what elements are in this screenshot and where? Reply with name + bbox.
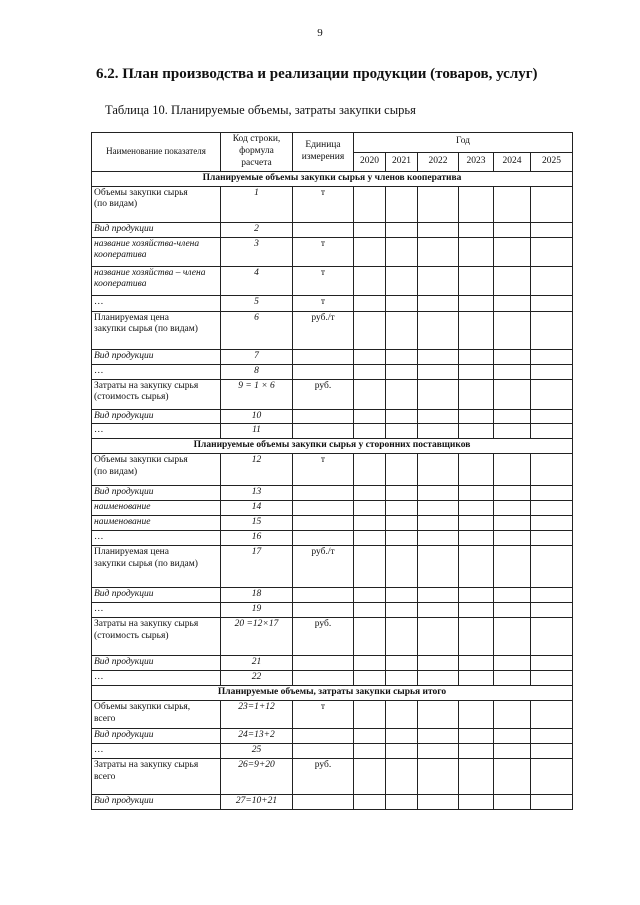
year-value-cell[interactable] — [459, 311, 494, 349]
year-value-cell[interactable] — [418, 501, 459, 516]
year-value-cell[interactable] — [494, 701, 531, 729]
row-indicator-name: название хозяйства – члена кооператива — [92, 266, 221, 295]
year-value-cell[interactable] — [459, 379, 494, 409]
row-code: 16 — [221, 531, 293, 546]
row-indicator-name: Затраты на закупку сырья всего — [92, 759, 221, 795]
year-value-cell[interactable] — [531, 671, 573, 686]
year-value-cell[interactable] — [494, 729, 531, 744]
year-value-cell[interactable] — [459, 454, 494, 486]
table-row — [92, 424, 573, 439]
row-unit: руб./т — [293, 546, 354, 588]
year-value-cell[interactable] — [459, 759, 494, 795]
row-indicator-name: Вид продукции — [92, 795, 221, 810]
table-row — [92, 409, 573, 424]
year-value-cell[interactable] — [418, 795, 459, 810]
year-value-cell[interactable] — [459, 222, 494, 237]
year-value-cell[interactable] — [354, 516, 386, 531]
row-indicator-name: название хозяйства-члена кооператива — [92, 237, 221, 266]
year-value-cell[interactable] — [386, 237, 418, 266]
section-title: Планируемые объемы закупки сырья у сторонних поставщиков — [92, 439, 573, 454]
year-value-cell[interactable] — [354, 379, 386, 409]
year-value-cell[interactable] — [531, 424, 573, 439]
year-value-cell[interactable] — [418, 603, 459, 618]
row-unit: т — [293, 454, 354, 486]
header-year: 2025 — [531, 152, 573, 171]
row-indicator-name: Объемы закупки сырья, всего — [92, 701, 221, 729]
year-value-cell[interactable] — [459, 501, 494, 516]
year-value-cell[interactable] — [459, 546, 494, 588]
page-number: 9 — [317, 27, 323, 39]
year-value-cell[interactable] — [386, 656, 418, 671]
year-value-cell[interactable] — [354, 603, 386, 618]
row-unit — [293, 409, 354, 424]
year-value-cell[interactable] — [494, 295, 531, 311]
row-unit — [293, 603, 354, 618]
year-value-cell[interactable] — [459, 516, 494, 531]
year-value-cell[interactable] — [354, 237, 386, 266]
row-unit: руб. — [293, 379, 354, 409]
year-value-cell[interactable] — [354, 618, 386, 656]
year-value-cell[interactable] — [386, 311, 418, 349]
table-row — [92, 618, 573, 656]
row-code: 23=1+12 — [221, 701, 293, 729]
row-unit: т — [293, 701, 354, 729]
year-value-cell[interactable] — [386, 701, 418, 729]
year-value-cell[interactable] — [418, 759, 459, 795]
row-indicator-name: Вид продукции — [92, 656, 221, 671]
year-value-cell[interactable] — [386, 349, 418, 364]
row-code: 27=10+21 — [221, 795, 293, 810]
year-value-cell[interactable] — [418, 531, 459, 546]
year-value-cell[interactable] — [386, 531, 418, 546]
year-value-cell[interactable] — [386, 364, 418, 379]
year-value-cell[interactable] — [531, 409, 573, 424]
row-code: 14 — [221, 501, 293, 516]
table-row — [92, 349, 573, 364]
header-year: 2024 — [494, 152, 531, 171]
row-indicator-name: Затраты на закупку сырья (стоимость сырья) — [92, 618, 221, 656]
header-year: 2022 — [418, 152, 459, 171]
year-value-cell[interactable] — [494, 795, 531, 810]
row-code: 25 — [221, 744, 293, 759]
table-row — [92, 295, 573, 311]
header-code: Код строки, формула расчета — [221, 133, 293, 172]
year-value-cell[interactable] — [418, 618, 459, 656]
year-value-cell[interactable] — [418, 186, 459, 222]
year-value-cell[interactable] — [459, 656, 494, 671]
year-value-cell[interactable] — [494, 603, 531, 618]
year-value-cell[interactable] — [386, 729, 418, 744]
year-value-cell[interactable] — [386, 618, 418, 656]
row-unit — [293, 501, 354, 516]
year-value-cell[interactable] — [354, 349, 386, 364]
year-value-cell[interactable] — [354, 795, 386, 810]
year-value-cell[interactable] — [459, 603, 494, 618]
year-value-cell[interactable] — [459, 364, 494, 379]
year-value-cell[interactable] — [354, 266, 386, 295]
year-value-cell[interactable] — [418, 656, 459, 671]
section-title: Планируемые объемы закупки сырья у членов кооператива — [92, 171, 573, 186]
row-indicator-name: … — [92, 531, 221, 546]
row-indicator-name: … — [92, 295, 221, 311]
row-unit: руб. — [293, 618, 354, 656]
year-value-cell[interactable] — [531, 618, 573, 656]
row-indicator-name: … — [92, 424, 221, 439]
year-value-cell[interactable] — [494, 759, 531, 795]
section-row — [92, 439, 573, 454]
year-value-cell[interactable] — [459, 795, 494, 810]
year-value-cell[interactable] — [354, 486, 386, 501]
year-value-cell[interactable] — [531, 588, 573, 603]
year-value-cell[interactable] — [386, 795, 418, 810]
year-value-cell[interactable] — [354, 729, 386, 744]
year-value-cell[interactable] — [531, 729, 573, 744]
year-value-cell[interactable] — [494, 744, 531, 759]
row-code: 18 — [221, 588, 293, 603]
row-code: 9 = 1 × 6 — [221, 379, 293, 409]
table-row — [92, 486, 573, 501]
row-indicator-name: … — [92, 364, 221, 379]
year-value-cell[interactable] — [531, 501, 573, 516]
year-value-cell[interactable] — [494, 501, 531, 516]
table-row — [92, 759, 573, 795]
year-value-cell[interactable] — [418, 349, 459, 364]
year-value-cell[interactable] — [494, 364, 531, 379]
row-indicator-name: Вид продукции — [92, 349, 221, 364]
year-value-cell[interactable] — [494, 222, 531, 237]
year-value-cell[interactable] — [418, 364, 459, 379]
row-unit: руб./т — [293, 311, 354, 349]
row-unit — [293, 729, 354, 744]
year-value-cell[interactable] — [531, 656, 573, 671]
section-title: Планируемые объемы, затраты закупки сырья итого — [92, 686, 573, 701]
year-value-cell[interactable] — [354, 222, 386, 237]
year-value-cell[interactable] — [531, 311, 573, 349]
table-row — [92, 186, 573, 222]
row-code: 12 — [221, 454, 293, 486]
year-value-cell[interactable] — [531, 701, 573, 729]
year-value-cell[interactable] — [354, 409, 386, 424]
year-value-cell[interactable] — [494, 379, 531, 409]
year-value-cell[interactable] — [459, 349, 494, 364]
year-value-cell[interactable] — [418, 701, 459, 729]
row-unit — [293, 222, 354, 237]
year-value-cell[interactable] — [386, 546, 418, 588]
year-value-cell[interactable] — [354, 186, 386, 222]
row-code: 11 — [221, 424, 293, 439]
year-value-cell[interactable] — [386, 516, 418, 531]
year-value-cell[interactable] — [494, 671, 531, 686]
row-code: 22 — [221, 671, 293, 686]
row-unit — [293, 516, 354, 531]
procurement-plan-table — [91, 132, 573, 810]
row-code: 20 =12×17 — [221, 618, 293, 656]
table-row — [92, 588, 573, 603]
year-value-cell[interactable] — [354, 531, 386, 546]
year-value-cell[interactable] — [494, 486, 531, 501]
header-year-group: Год — [354, 133, 573, 153]
row-indicator-name: наименование — [92, 501, 221, 516]
table-row — [92, 701, 573, 729]
year-value-cell[interactable] — [354, 295, 386, 311]
year-value-cell[interactable] — [418, 266, 459, 295]
year-value-cell[interactable] — [354, 546, 386, 588]
row-code: 3 — [221, 237, 293, 266]
year-value-cell[interactable] — [354, 364, 386, 379]
year-value-cell[interactable] — [531, 531, 573, 546]
year-value-cell[interactable] — [494, 409, 531, 424]
section-row — [92, 686, 573, 701]
year-value-cell[interactable] — [531, 266, 573, 295]
row-code: 2 — [221, 222, 293, 237]
year-value-cell[interactable] — [531, 744, 573, 759]
table-header — [92, 133, 573, 172]
year-value-cell[interactable] — [459, 424, 494, 439]
row-code: 15 — [221, 516, 293, 531]
year-value-cell[interactable] — [531, 186, 573, 222]
row-indicator-name: Затраты на закупку сырья (стоимость сырья) — [92, 379, 221, 409]
year-value-cell[interactable] — [386, 186, 418, 222]
row-indicator-name: … — [92, 744, 221, 759]
table-row — [92, 546, 573, 588]
header-year: 2023 — [459, 152, 494, 171]
year-value-cell[interactable] — [531, 295, 573, 311]
year-value-cell[interactable] — [386, 671, 418, 686]
year-value-cell[interactable] — [459, 237, 494, 266]
table-row — [92, 603, 573, 618]
table-row — [92, 729, 573, 744]
year-value-cell[interactable] — [494, 531, 531, 546]
year-value-cell[interactable] — [418, 424, 459, 439]
year-value-cell[interactable] — [386, 266, 418, 295]
year-value-cell[interactable] — [418, 729, 459, 744]
row-unit: руб. — [293, 759, 354, 795]
row-code: 26=9+20 — [221, 759, 293, 795]
row-indicator-name: Вид продукции — [92, 588, 221, 603]
row-unit — [293, 795, 354, 810]
year-value-cell[interactable] — [386, 486, 418, 501]
year-value-cell[interactable] — [354, 701, 386, 729]
year-value-cell[interactable] — [459, 744, 494, 759]
row-unit: т — [293, 266, 354, 295]
year-value-cell[interactable] — [354, 759, 386, 795]
year-value-cell[interactable] — [386, 409, 418, 424]
year-value-cell[interactable] — [354, 588, 386, 603]
year-value-cell[interactable] — [354, 454, 386, 486]
year-value-cell[interactable] — [418, 516, 459, 531]
header-indicator: Наименование показателя — [92, 133, 221, 172]
year-value-cell[interactable] — [386, 759, 418, 795]
year-value-cell[interactable] — [418, 454, 459, 486]
row-unit — [293, 424, 354, 439]
year-value-cell[interactable] — [459, 486, 494, 501]
row-unit — [293, 349, 354, 364]
year-value-cell[interactable] — [418, 237, 459, 266]
year-value-cell[interactable] — [531, 454, 573, 486]
table-row — [92, 311, 573, 349]
row-indicator-name: Планируемая цена закупки сырья (по видам) — [92, 546, 221, 588]
year-value-cell[interactable] — [418, 486, 459, 501]
row-unit — [293, 588, 354, 603]
year-value-cell[interactable] — [531, 379, 573, 409]
year-value-cell[interactable] — [494, 424, 531, 439]
table-row — [92, 744, 573, 759]
year-value-cell[interactable] — [354, 656, 386, 671]
row-indicator-name: наименование — [92, 516, 221, 531]
row-indicator-name: … — [92, 603, 221, 618]
table-body — [92, 171, 573, 809]
year-value-cell[interactable] — [354, 501, 386, 516]
year-value-cell[interactable] — [459, 618, 494, 656]
year-value-cell[interactable] — [531, 516, 573, 531]
year-value-cell[interactable] — [494, 588, 531, 603]
row-code: 17 — [221, 546, 293, 588]
row-indicator-name: … — [92, 671, 221, 686]
year-value-cell[interactable] — [531, 364, 573, 379]
year-value-cell[interactable] — [531, 603, 573, 618]
row-unit — [293, 656, 354, 671]
year-value-cell[interactable] — [418, 311, 459, 349]
year-value-cell[interactable] — [418, 379, 459, 409]
year-value-cell[interactable] — [494, 618, 531, 656]
year-value-cell[interactable] — [494, 516, 531, 531]
row-code: 5 — [221, 295, 293, 311]
row-indicator-name: Объемы закупки сырья (по видам) — [92, 454, 221, 486]
year-value-cell[interactable] — [531, 759, 573, 795]
year-value-cell[interactable] — [354, 424, 386, 439]
year-value-cell[interactable] — [354, 311, 386, 349]
table-caption: Таблица 10. Планируемые объемы, затраты закупки сырья — [105, 103, 416, 117]
table-row — [92, 516, 573, 531]
row-unit — [293, 744, 354, 759]
year-value-cell[interactable] — [459, 701, 494, 729]
year-value-cell[interactable] — [494, 656, 531, 671]
year-value-cell[interactable] — [531, 486, 573, 501]
row-code: 24=13+2 — [221, 729, 293, 744]
row-code: 21 — [221, 656, 293, 671]
year-value-cell[interactable] — [459, 186, 494, 222]
row-unit — [293, 364, 354, 379]
row-unit — [293, 486, 354, 501]
table-row — [92, 266, 573, 295]
year-value-cell[interactable] — [494, 237, 531, 266]
year-value-cell[interactable] — [386, 603, 418, 618]
year-value-cell[interactable] — [418, 295, 459, 311]
year-value-cell[interactable] — [459, 588, 494, 603]
row-indicator-name: Планируемая цена закупки сырья (по видам) — [92, 311, 221, 349]
table-row — [92, 222, 573, 237]
year-value-cell[interactable] — [386, 222, 418, 237]
year-value-cell[interactable] — [386, 501, 418, 516]
year-value-cell[interactable] — [418, 546, 459, 588]
year-value-cell[interactable] — [494, 349, 531, 364]
row-indicator-name: Объемы закупки сырья (по видам) — [92, 186, 221, 222]
table-row — [92, 364, 573, 379]
row-code: 13 — [221, 486, 293, 501]
year-value-cell[interactable] — [418, 409, 459, 424]
year-value-cell[interactable] — [386, 424, 418, 439]
year-value-cell[interactable] — [459, 729, 494, 744]
year-value-cell[interactable] — [531, 546, 573, 588]
year-value-cell[interactable] — [494, 546, 531, 588]
header-year: 2021 — [386, 152, 418, 171]
table-row — [92, 237, 573, 266]
year-value-cell[interactable] — [354, 671, 386, 686]
row-code: 10 — [221, 409, 293, 424]
year-value-cell[interactable] — [386, 588, 418, 603]
year-value-cell[interactable] — [386, 295, 418, 311]
table-row — [92, 656, 573, 671]
row-unit: т — [293, 237, 354, 266]
year-value-cell[interactable] — [354, 744, 386, 759]
year-value-cell[interactable] — [386, 379, 418, 409]
year-value-cell[interactable] — [494, 186, 531, 222]
row-code: 1 — [221, 186, 293, 222]
year-value-cell[interactable] — [459, 409, 494, 424]
year-value-cell[interactable] — [531, 222, 573, 237]
year-value-cell[interactable] — [459, 531, 494, 546]
row-unit — [293, 671, 354, 686]
header-unit: Единица измерения — [293, 133, 354, 172]
row-unit — [293, 531, 354, 546]
table-row — [92, 531, 573, 546]
year-value-cell[interactable] — [386, 454, 418, 486]
row-indicator-name: Вид продукции — [92, 409, 221, 424]
year-value-cell[interactable] — [386, 744, 418, 759]
table-row — [92, 454, 573, 486]
year-value-cell[interactable] — [494, 266, 531, 295]
table-row — [92, 795, 573, 810]
year-value-cell[interactable] — [459, 266, 494, 295]
year-value-cell[interactable] — [459, 671, 494, 686]
year-value-cell[interactable] — [531, 795, 573, 810]
table-row — [92, 501, 573, 516]
row-code: 4 — [221, 266, 293, 295]
row-unit: т — [293, 186, 354, 222]
row-code: 19 — [221, 603, 293, 618]
row-code: 8 — [221, 364, 293, 379]
section-row — [92, 171, 573, 186]
row-indicator-name: Вид продукции — [92, 486, 221, 501]
row-code: 7 — [221, 349, 293, 364]
row-indicator-name: Вид продукции — [92, 729, 221, 744]
year-value-cell[interactable] — [494, 454, 531, 486]
year-value-cell[interactable] — [494, 311, 531, 349]
year-value-cell[interactable] — [418, 222, 459, 237]
year-value-cell[interactable] — [418, 588, 459, 603]
header-year: 2020 — [354, 152, 386, 171]
year-value-cell[interactable] — [418, 744, 459, 759]
row-code: 6 — [221, 311, 293, 349]
row-unit: т — [293, 295, 354, 311]
section-heading: 6.2. План производства и реализации продукции (товаров, услуг) — [96, 66, 538, 82]
row-indicator-name: Вид продукции — [92, 222, 221, 237]
year-value-cell[interactable] — [531, 349, 573, 364]
year-value-cell[interactable] — [459, 295, 494, 311]
year-value-cell[interactable] — [531, 237, 573, 266]
year-value-cell[interactable] — [418, 671, 459, 686]
table-row — [92, 379, 573, 409]
table-row — [92, 671, 573, 686]
